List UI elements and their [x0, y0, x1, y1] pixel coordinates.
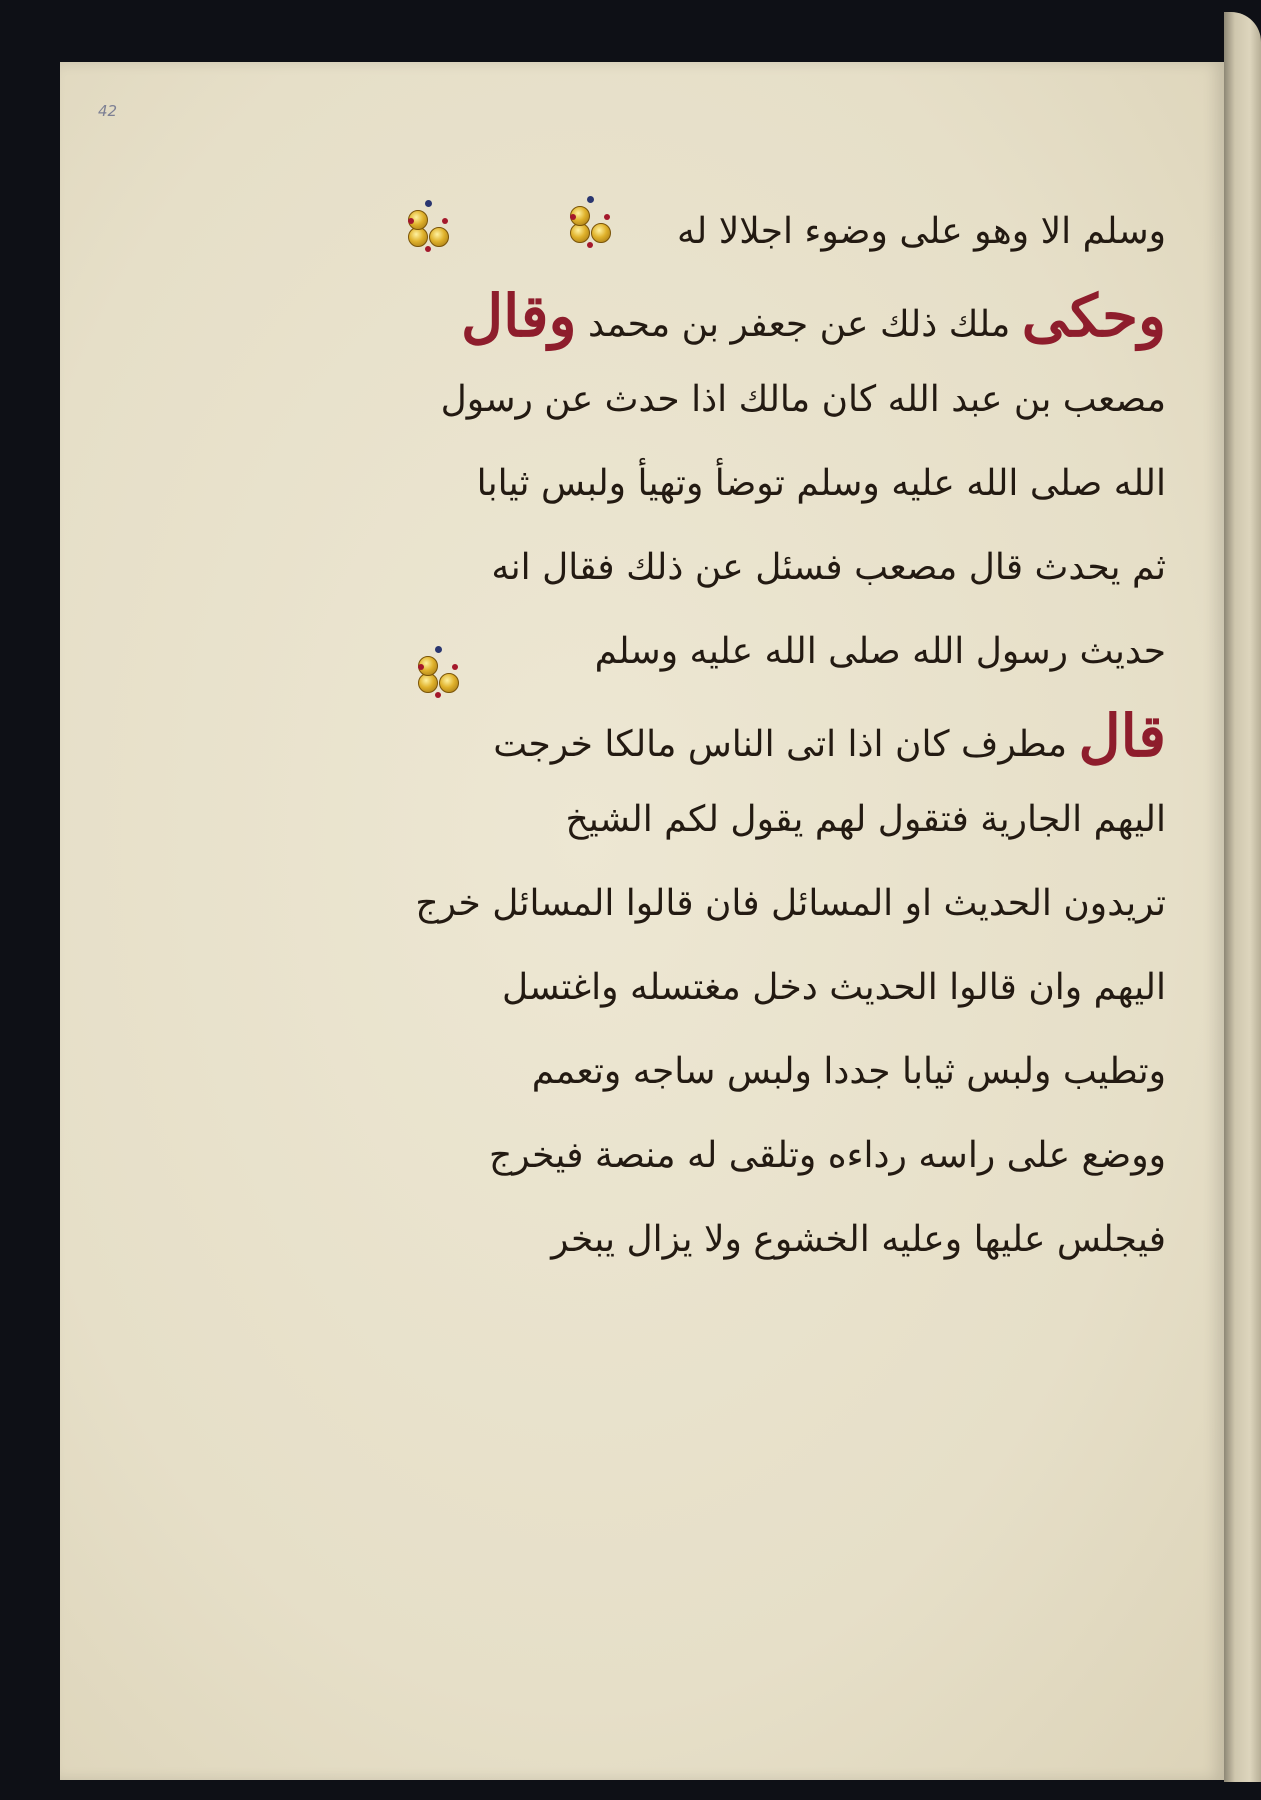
text-line-1: وسلم الا وهو على وضوء اجلالا له: [676, 211, 1166, 252]
text-line-7: قال مطرف كان اذا اتى الناس مالكا خرجت: [493, 702, 1166, 770]
text-block: [360, 190, 1166, 1282]
next-leaf-edge: [1224, 12, 1261, 1782]
text-line-12: ووضع على راسه رداءه وتلقى له منصة فيخرج: [489, 1135, 1166, 1176]
text-line-6: حديث رسول الله صلى الله عليه وسلم: [594, 631, 1166, 672]
text-line-5: ثم يحدث قال مصعب فسئل عن ذلك فقال انه: [491, 547, 1166, 588]
gold-verse-medallion-icon: [418, 656, 458, 696]
text-line-3: مصعب بن عبد الله كان مالك اذا حدث عن رسول: [440, 379, 1166, 420]
text-line-4: الله صلى الله عليه وسلم توضأ وتهيأ ولبس ثيابا: [476, 463, 1166, 504]
gold-verse-medallion-icon: [408, 210, 448, 250]
text-line-13: فيجلس عليها وعليه الخشوع ولا يزال يبخر: [551, 1219, 1166, 1260]
text-line-11: وتطيب ولبس ثيابا جددا ولبس ساجه وتعمم: [531, 1051, 1166, 1092]
rubric-word: قال: [1078, 702, 1166, 770]
text-line-8: اليهم الجارية فتقول لهم يقول لكم الشيخ: [565, 799, 1166, 840]
folio-number: 42: [98, 102, 118, 120]
text-line-2: وحكى ملك ذلك عن جعفر بن محمد وقال: [460, 282, 1166, 350]
gold-verse-medallion-icon: [570, 206, 610, 246]
text-line-10: اليهم وان قالوا الحديث دخل مغتسله واغتسل: [502, 967, 1166, 1008]
text-line-9: تريدون الحديث او المسائل فان قالوا المسائل خرج: [415, 883, 1166, 924]
rubric-word: وقال: [460, 282, 577, 350]
rubric-word: وحكى: [1021, 282, 1166, 350]
